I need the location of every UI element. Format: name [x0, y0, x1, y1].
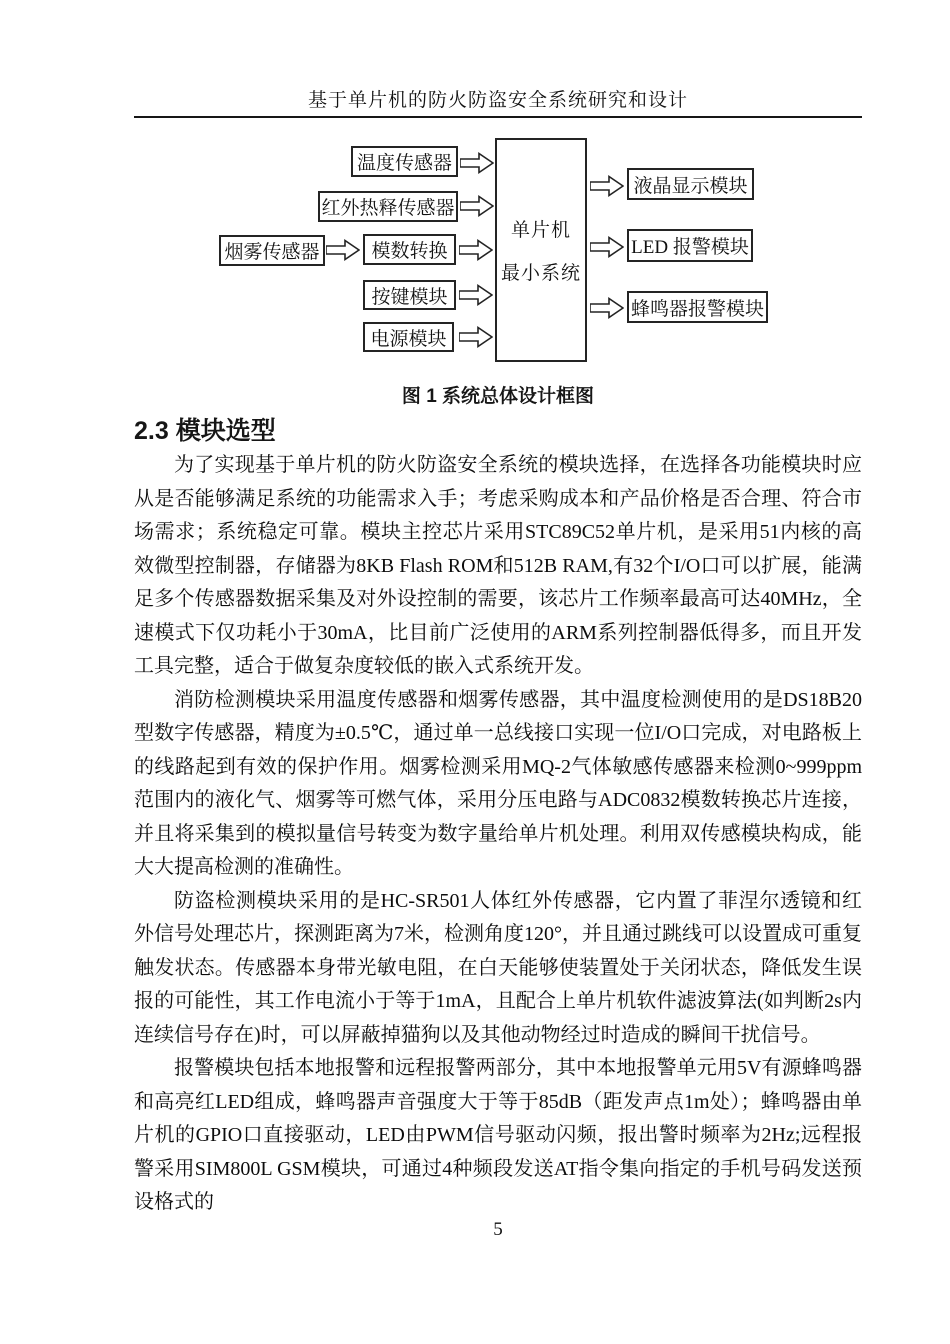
node-label: LED 报警模块: [631, 237, 749, 258]
flow-arrow-mcu-to-led-icon: [590, 236, 624, 258]
node-label: 烟雾传感器: [224, 242, 320, 263]
running-head-title: 基于单片机的防火防盗安全系统研究和设计: [307, 90, 688, 111]
body-text: [134, 449, 862, 1220]
node-label: 最小系统: [500, 263, 581, 284]
flow-arrow-smoke-to-adc-icon: [326, 239, 360, 261]
paragraph-theft-detection: 防盗检测模块采用的是HC-SR501人体红外传感器，它内置了菲涅尔透镜和红外信号处理芯片，探测距离为7米，检测角度120°，并且通过跳线可以设置成可重复触发状态。传感器本身带光敏电阻，在白天能够使装置处于关闭状态，降低发生误报的可能性，其工作电流小于等于1mA，且配合上单片机软件滤波算法(如判断2s内连续信号存在)时，可以屏蔽掉猫狗以及其他动物经过时造成的瞬间干扰信号。: [134, 889, 862, 1046]
paragraph-module-selection: 为了实现基于单片机的防火防盗安全系统的模块选择，在选择各功能模块时应从是否能够满足系统的功能需求入手；考虑采购成本和产品价格是否合理、符合市场需求；系统稳定可靠。模块主控芯片采用STC89C52单片机，是采用51内核的高效微型控制器，存储器为8KB Flash ROM和512B RAM,有32个I/O口可以扩展，能满足多个传感器数据采集及对外设控制的需要，该芯片工作频率最高可达40MHz，全速模式下仅功耗小于30mA，比目前广泛使用的ARM系列控制器低得多，而且开发工具完整，适合于做复杂度较低的嵌入式系统开发。: [134, 454, 862, 677]
node-lcd-display: [627, 168, 754, 200]
node-keypad: [363, 280, 456, 310]
section-heading: 2.3 模块选型: [134, 417, 276, 445]
node-temp-sensor: [351, 146, 458, 177]
node-label: 电源模块: [370, 328, 447, 350]
flow-arrow-adc-to-mcu-icon: [459, 239, 493, 261]
node-label: 红外热释传感器: [321, 198, 455, 219]
flow-arrow-ir-to-mcu-icon: [460, 195, 494, 217]
header-divider: [134, 116, 862, 118]
node-label: 温度传感器: [356, 153, 452, 174]
flow-arrow-keypad-to-mcu-icon: [459, 284, 493, 306]
flow-arrow-power-to-mcu-icon: [459, 326, 493, 348]
node-label: 蜂鸣器报警模块: [630, 298, 764, 320]
node-label: 液晶显示模块: [633, 175, 748, 197]
node-smoke-sensor: [219, 235, 325, 266]
page-number: 5: [493, 1219, 503, 1240]
node-label: 模数转换: [371, 241, 448, 262]
node-ir-pyro-sensor: [318, 191, 458, 222]
node-buzzer-alarm: [627, 291, 768, 323]
flow-arrow-mcu-to-buzzer-icon: [590, 297, 624, 319]
paragraph-fire-detection: 消防检测模块采用温度传感器和烟雾传感器，其中温度检测使用的是DS18B20型数字传感器，精度为±0.5℃，通过单一总线接口实现一位I/O口完成，对电路板上的线路起到有效的保护作用。烟雾检测采用MQ-2气体敏感传感器来检测0~999ppm范围内的液化气、烟雾等可燃气体，采用分压电路与ADC0832模数转换芯片连接，并且将采集到的模拟量信号转变为数字量给单片机处理。利用双传感模块构成，能大大提高检测的准确性。: [134, 688, 862, 878]
node-mcu-minimal-system: [495, 138, 587, 362]
flow-arrow-mcu-to-lcd-icon: [590, 175, 624, 197]
node-power: [363, 322, 454, 352]
node-label: 单片机: [510, 220, 571, 241]
system-block-diagram: [219, 135, 771, 367]
node-led-alarm: [627, 229, 753, 262]
paragraph-alarm-module: 报警模块包括本地报警和远程报警两部分，其中本地报警单元用5V有源蜂鸣器和高亮红LED组成，蜂鸣器声音强度大于等于85dB（距发声点1m处）；蜂鸣器由单片机的GPIO口直接驱动，LED由PWM信号驱动闪频，报出警时频率为2Hz;远程报警采用SIM800L GSM模块，可通过4种频段发送AT指令集向指定的手机号码发送预设格式的: [134, 1057, 862, 1213]
node-label: 按键模块: [371, 286, 448, 308]
flow-arrow-temp-to-mcu-icon: [460, 152, 494, 174]
node-adc: [363, 234, 456, 265]
figure-caption: 图 1 系统总体设计框图: [401, 386, 595, 407]
